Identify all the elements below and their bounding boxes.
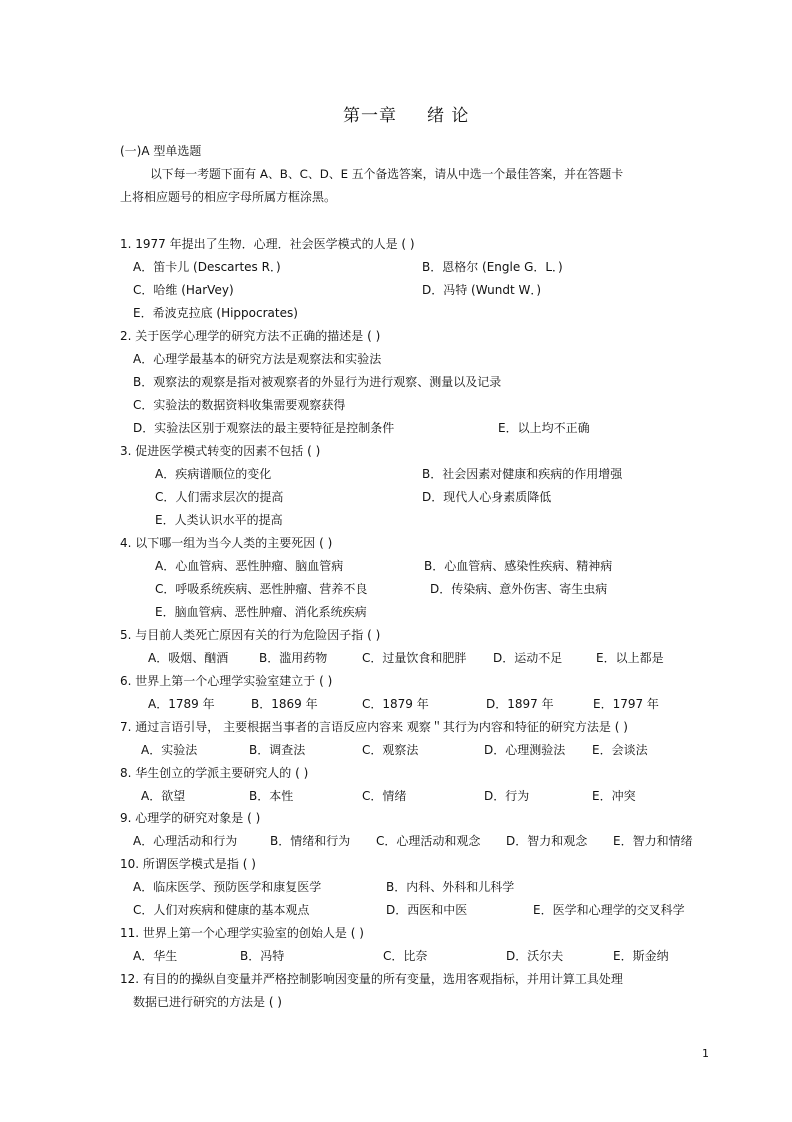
question-stem: 2. 关于医学心理学的研究方法不正确的描述是 ( ) [120, 329, 381, 343]
question-stem: 12. 有目的的操纵自变量并严格控制影响因变量的所有变量，选用客观指标，并用计算工具处理 [120, 972, 623, 986]
option-a: A．华生 [133, 949, 178, 963]
option-d: D．西医和中医 [386, 903, 468, 917]
question-stem: 9. 心理学的研究对象是 ( ) [120, 811, 261, 825]
option-d: D．冯特 (Wundt W．) [422, 283, 542, 297]
option-a: A．心血管病、恶性肿瘤、脑血管病 [155, 559, 344, 573]
option-b: B．冯特 [240, 949, 285, 963]
option-b: B．1869 年 [251, 697, 318, 711]
option-b: B．本性 [249, 789, 294, 803]
question-stem: 6. 世界上第一个心理学实验室建立于 ( ) [120, 674, 333, 688]
option-a: A．临床医学、预防医学和康复医学 [133, 880, 322, 894]
option-d: D．传染病、意外伤害、寄生虫病 [430, 582, 608, 596]
option-c: C．哈维 (HarVey) [133, 283, 234, 297]
chapter-number: 第一章 [343, 106, 397, 126]
option-e: E．医学和心理学的交叉科学 [533, 903, 685, 917]
option-a: A．心理活动和行为 [133, 834, 238, 848]
option-c: C．实验法的数据资料收集需要观察获得 [133, 398, 346, 412]
option-c: C．心理活动和观念 [376, 834, 481, 848]
option-a: A．笛卡儿 (Descartes R．) [133, 260, 281, 274]
option-c: C．情绪 [362, 789, 407, 803]
option-a: A．心理学最基本的研究方法是观察法和实验法 [133, 352, 382, 366]
option-d: D．沃尔夫 [506, 949, 564, 963]
question-stem: 1. 1977 年提出了生物．心理．社会医学模式的人是 ( ) [120, 237, 415, 251]
option-b: B．内科、外科和儿科学 [386, 880, 515, 894]
option-b: B．社会因素对健康和疾病的作用增强 [422, 467, 623, 481]
instruction-line-1: 以下每一考题下面有 A、B、C、D、E 五个备选答案，请从中选一个最佳答案，并在答题卡 [150, 167, 624, 181]
option-e: E．会谈法 [592, 743, 648, 757]
option-e: E．以上均不正确 [498, 421, 590, 435]
option-b: B．心血管病、感染性疾病、精神病 [424, 559, 613, 573]
section-label: (一)A 型单选题 [120, 144, 202, 158]
question-stem: 4. 以下哪一组为当今人类的主要死因 ( ) [120, 536, 333, 550]
instruction-line-2: 上将相应题号的相应字母所属方框涂黑。 [120, 190, 337, 204]
option-e: E．斯金纳 [613, 949, 669, 963]
option-c: C．1879 年 [362, 697, 429, 711]
option-d: D．心理测验法 [484, 743, 566, 757]
option-c: C．人们需求层次的提高 [155, 490, 284, 504]
option-a: A．实验法 [141, 743, 198, 757]
option-b: B．滥用药物 [259, 651, 328, 665]
chapter-title: 绪 论 [427, 106, 470, 126]
option-a: A．1789 年 [148, 697, 215, 711]
question-stem: 7. 通过言语引导， 主要根据当事者的言语反应内容来 观察＂其行为内容和特征的研究方法是 ( ) [120, 720, 628, 734]
option-d: D．行为 [484, 789, 530, 803]
option-b: B．调查法 [249, 743, 306, 757]
page-number: 1 [702, 1047, 709, 1060]
option-c: C．呼吸系统疾病、恶性肿瘤、营养不良 [155, 582, 368, 596]
option-a: A．欲望 [141, 789, 186, 803]
option-c: C．人们对疾病和健康的基本观点 [133, 903, 310, 917]
option-e: E．希波克拉底 (Hippocrates) [133, 306, 298, 320]
option-e: E．1797 年 [593, 697, 659, 711]
option-c: C．比奈 [383, 949, 428, 963]
option-e: E．脑血管病、恶性肿瘤、消化系统疾病 [155, 605, 367, 619]
question-stem: 3. 促进医学模式转变的因素不包括 ( ) [120, 444, 321, 458]
question-stem: 11. 世界上第一个心理学实验室的创始人是 ( ) [120, 926, 364, 940]
option-c: C．观察法 [362, 743, 419, 757]
option-e: E．智力和情绪 [613, 834, 693, 848]
option-a: A．疾病谱顺位的变化 [155, 467, 272, 481]
option-c: C．过量饮食和肥胖 [362, 651, 467, 665]
option-e: E．冲突 [592, 789, 636, 803]
option-b: B．恩格尔 (Engle G．L．) [422, 260, 563, 274]
option-b: B．情绪和行为 [270, 834, 351, 848]
question-stem: 5. 与目前人类死亡原因有关的行为危险因子指 ( ) [120, 628, 381, 642]
option-a: A．吸烟、酗酒 [148, 651, 229, 665]
option-b: B．观察法的观察是指对被观察者的外显行为进行观察、测量以及记录 [133, 375, 502, 389]
option-e: E．人类认识水平的提高 [155, 513, 283, 527]
question-stem-continued: 数据已进行研究的方法是 ( ) [133, 995, 282, 1009]
question-stem: 8. 华生创立的学派主要研究人的 ( ) [120, 766, 309, 780]
option-d: D．实验法区别于观察法的最主要特征是控制条件 [133, 421, 395, 435]
option-e: E．以上都是 [596, 651, 664, 665]
option-d: D．智力和观念 [506, 834, 588, 848]
option-d: D．运动不足 [493, 651, 563, 665]
question-stem: 10. 所谓医学模式是指 ( ) [120, 857, 256, 871]
option-d: D．1897 年 [486, 697, 554, 711]
option-d: D．现代人心身素质降低 [422, 490, 552, 504]
